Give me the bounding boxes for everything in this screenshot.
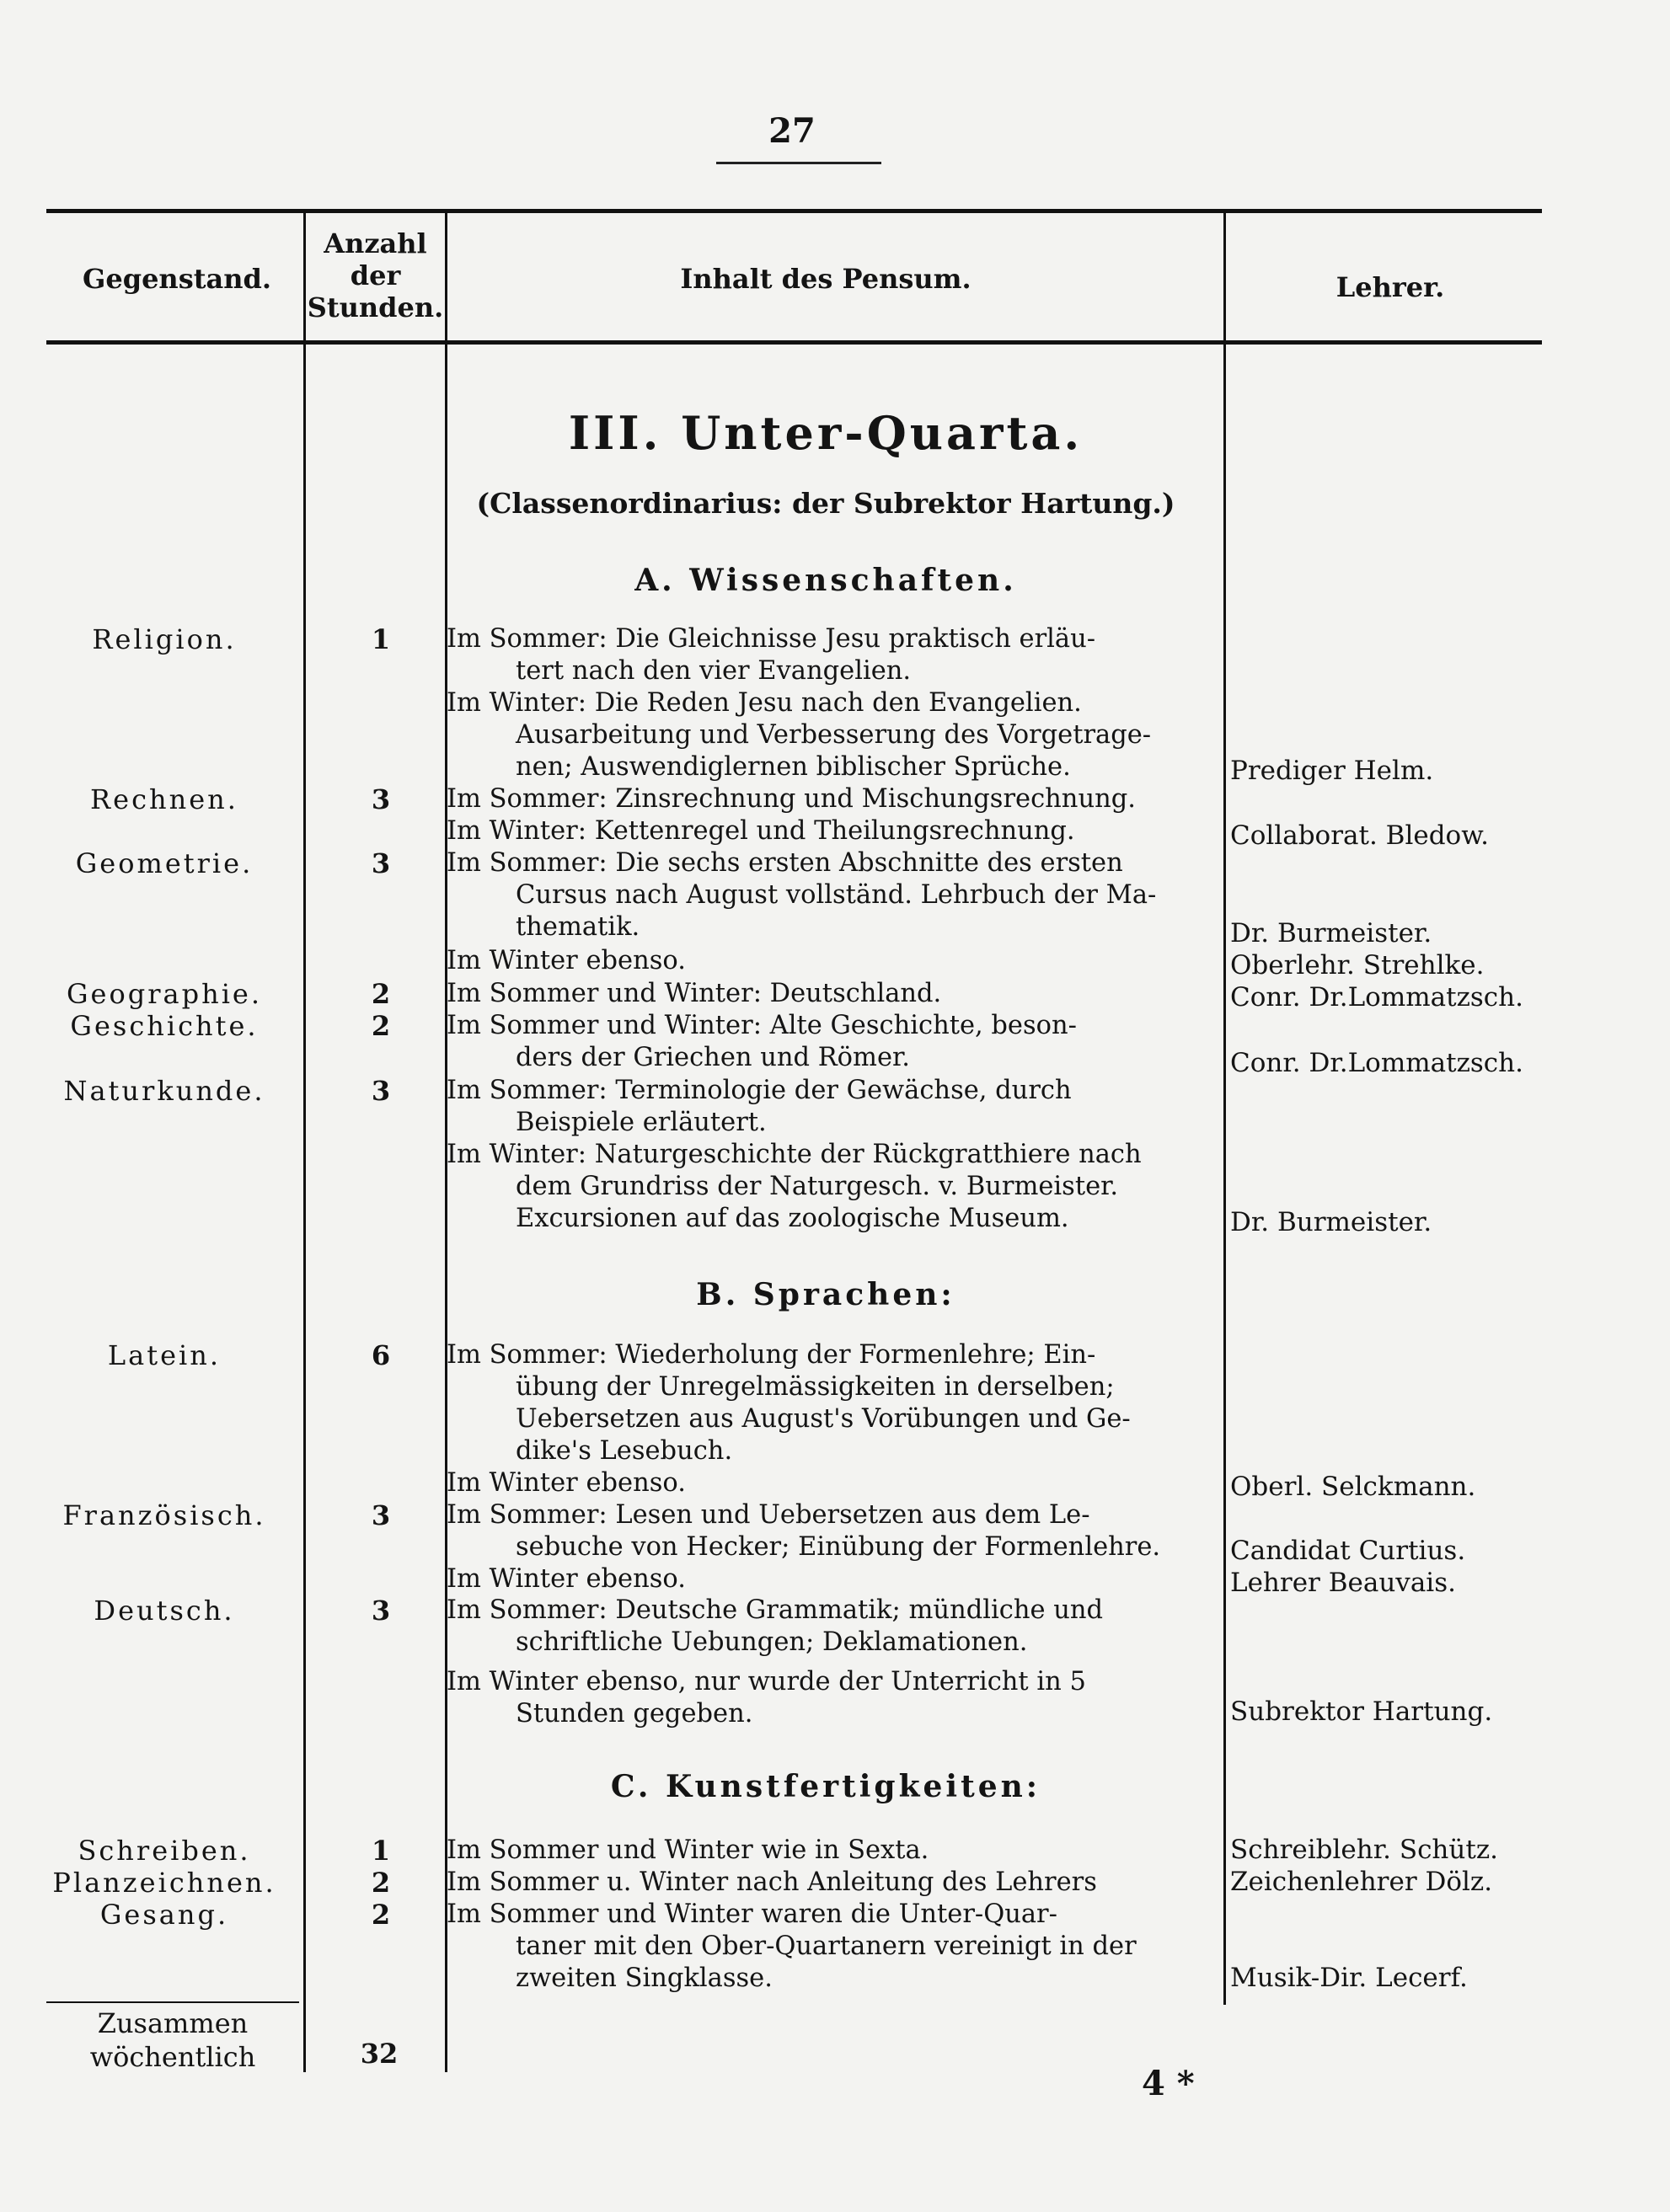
content-line: Im Sommer und Winter: Deutschland.	[447, 979, 942, 1008]
teacher-name: Conr. Dr.Lommatzsch.	[1230, 982, 1523, 1012]
group-heading-c: C. Kunstfertigkeiten:	[610, 1769, 1041, 1804]
subject-hours: 3	[371, 783, 391, 815]
page-number-rule	[716, 162, 881, 164]
subject-hours: 3	[371, 1499, 391, 1531]
teacher-name: Collaborat. Bledow.	[1230, 820, 1489, 851]
content-line: Im Sommer: Die sechs ersten Abschnitte des ersten	[447, 848, 1123, 878]
content-line: schriftliche Uebungen; Deklamationen.	[516, 1627, 1028, 1657]
content-line: Im Sommer: Terminologie der Gewächse, durch	[447, 1076, 1072, 1105]
subject-name: Religion.	[92, 623, 237, 655]
class-ordinarius: (Classenordinarius: der Subrektor Hartung.)	[476, 487, 1175, 520]
teacher-name: Subrektor Hartung.	[1230, 1696, 1493, 1727]
content-line: sebuche von Hecker; Einübung der Formenlehre.	[516, 1532, 1161, 1562]
content-line: Im Sommer: Wiederholung der Formenlehre; Ein-	[447, 1340, 1096, 1370]
teacher-name: Musik-Dir. Lecerf.	[1230, 1963, 1468, 1993]
content-line: tert nach den vier Evangelien.	[516, 656, 912, 686]
header-bottom-rule	[46, 340, 1542, 345]
subject-hours: 2	[371, 1010, 391, 1042]
header-subject: Gegenstand.	[83, 263, 271, 295]
content-line: Im Winter: Naturgeschichte der Rückgratthiere nach	[447, 1140, 1142, 1169]
teacher-name: Dr. Burmeister.	[1230, 1207, 1432, 1237]
content-line: Im Winter ebenso, nur wurde der Unterricht in 5	[447, 1667, 1086, 1696]
section-title: III. Unter-Quarta.	[568, 406, 1084, 460]
column-divider-3	[1223, 209, 1226, 2005]
teacher-name: Zeichenlehrer Dölz.	[1230, 1867, 1493, 1897]
teacher-name: Oberlehr. Strehlke.	[1230, 950, 1485, 980]
teacher-name: Oberl. Selckmann.	[1230, 1472, 1476, 1502]
total-label	[46, 2006, 299, 2074]
content-line: dem Grundriss der Naturgesch. v. Burmeister.	[516, 1172, 1119, 1201]
content-line: Im Sommer: Lesen und Uebersetzen aus dem Le-	[447, 1500, 1090, 1530]
teacher-name: Candidat Curtius.	[1230, 1536, 1466, 1566]
subject-name: Planzeichnen.	[52, 1867, 276, 1899]
content-line: ders der Griechen und Römer.	[516, 1043, 910, 1072]
content-line: Im Winter ebenso.	[447, 946, 686, 975]
content-line: dike's Lesebuch.	[516, 1436, 733, 1466]
total-label-line: Zusammen	[97, 2007, 249, 2039]
subject-hours: 3	[371, 1075, 391, 1107]
content-line: Im Winter ebenso.	[447, 1468, 686, 1498]
page-number: 27	[768, 111, 816, 151]
teacher-name: Conr. Dr.Lommatzsch.	[1230, 1048, 1523, 1078]
teacher-name: Lehrer Beauvais.	[1230, 1568, 1456, 1598]
content-line: Im Winter: Die Reden Jesu nach den Evangelien.	[447, 688, 1082, 718]
content-line: taner mit den Ober-Quartanern vereinigt in der	[516, 1931, 1137, 1961]
column-divider-1	[303, 209, 306, 2072]
header-hours	[306, 227, 445, 323]
group-heading-b: B. Sprachen:	[696, 1277, 955, 1312]
subject-name: Französisch.	[62, 1499, 266, 1531]
content-line: Uebersetzen aus August's Vorübungen und Ge-	[516, 1404, 1131, 1434]
teacher-name: Dr. Burmeister.	[1230, 918, 1432, 948]
teacher-name: Prediger Helm.	[1230, 756, 1434, 786]
content-line: übung der Unregelmässigkeiten in derselben;	[516, 1372, 1115, 1402]
teacher-name: Schreiblehr. Schütz.	[1230, 1835, 1499, 1865]
content-line: Im Sommer: Deutsche Grammatik; mündliche und	[447, 1595, 1104, 1625]
subject-name: Geographie.	[66, 978, 263, 1010]
subject-name: Gesang.	[99, 1899, 229, 1931]
subject-name: Naturkunde.	[63, 1075, 265, 1107]
total-label-line: wöchentlich	[89, 2041, 256, 2073]
content-line: Stunden gegeben.	[516, 1699, 753, 1728]
subject-name: Schreiben.	[78, 1835, 251, 1867]
content-line: zweiten Singklasse.	[516, 1964, 773, 1993]
header-content: Inhalt des Pensum.	[680, 263, 971, 295]
content-line: Excursionen auf das zoologische Museum.	[516, 1204, 1069, 1233]
header-hours-line: Stunden.	[307, 291, 444, 323]
content-line: Cursus nach August vollständ. Lehrbuch der Ma-	[516, 880, 1157, 910]
subject-hours: 6	[371, 1339, 391, 1371]
footer-signature-mark: 4 *	[1142, 2064, 1195, 2103]
group-heading-a: A. Wissenschaften.	[634, 563, 1017, 598]
header-teacher: Lehrer.	[1335, 271, 1445, 303]
subject-name: Latein.	[107, 1339, 222, 1371]
header-hours-line: Anzahl	[324, 227, 427, 259]
content-line: Im Sommer und Winter wie in Sexta.	[447, 1835, 929, 1865]
total-hours: 32	[360, 2038, 399, 2070]
content-line: Im Winter ebenso.	[447, 1564, 686, 1594]
table-top-rule	[46, 209, 1542, 213]
content-line: Im Sommer: Die Gleichnisse Jesu praktisch erläu-	[447, 624, 1096, 654]
content-line: Im Sommer und Winter waren die Unter-Quar-	[447, 1899, 1057, 1929]
subject-name: Geometrie.	[75, 847, 254, 879]
content-line: Im Winter: Kettenregel und Theilungsrechnung.	[447, 816, 1075, 846]
subject-hours: 3	[371, 1595, 391, 1627]
content-line: Im Sommer: Zinsrechnung und Mischungsrechnung.	[447, 784, 1136, 814]
subject-name: Rechnen.	[90, 783, 238, 815]
subject-name: Geschichte.	[70, 1010, 259, 1042]
content-line: thematik.	[516, 912, 640, 942]
subject-hours: 2	[371, 978, 391, 1010]
subject-hours: 2	[371, 1867, 391, 1899]
subject-hours: 3	[371, 847, 391, 879]
subject-name: Deutsch.	[94, 1595, 235, 1627]
subject-hours: 1	[371, 1835, 391, 1867]
total-rule	[46, 2001, 299, 2003]
content-line: Im Sommer u. Winter nach Anleitung des Lehrers	[447, 1867, 1097, 1897]
content-line: Ausarbeitung und Verbesserung des Vorgetrage-	[516, 720, 1152, 750]
subject-hours: 2	[371, 1899, 391, 1931]
subject-hours: 1	[371, 623, 391, 655]
header-hours-line: der	[350, 259, 401, 291]
content-line: Im Sommer und Winter: Alte Geschichte, beson-	[447, 1011, 1077, 1040]
content-line: nen; Auswendiglernen biblischer Sprüche.	[516, 752, 1071, 782]
content-line: Beispiele erläutert.	[516, 1108, 767, 1137]
